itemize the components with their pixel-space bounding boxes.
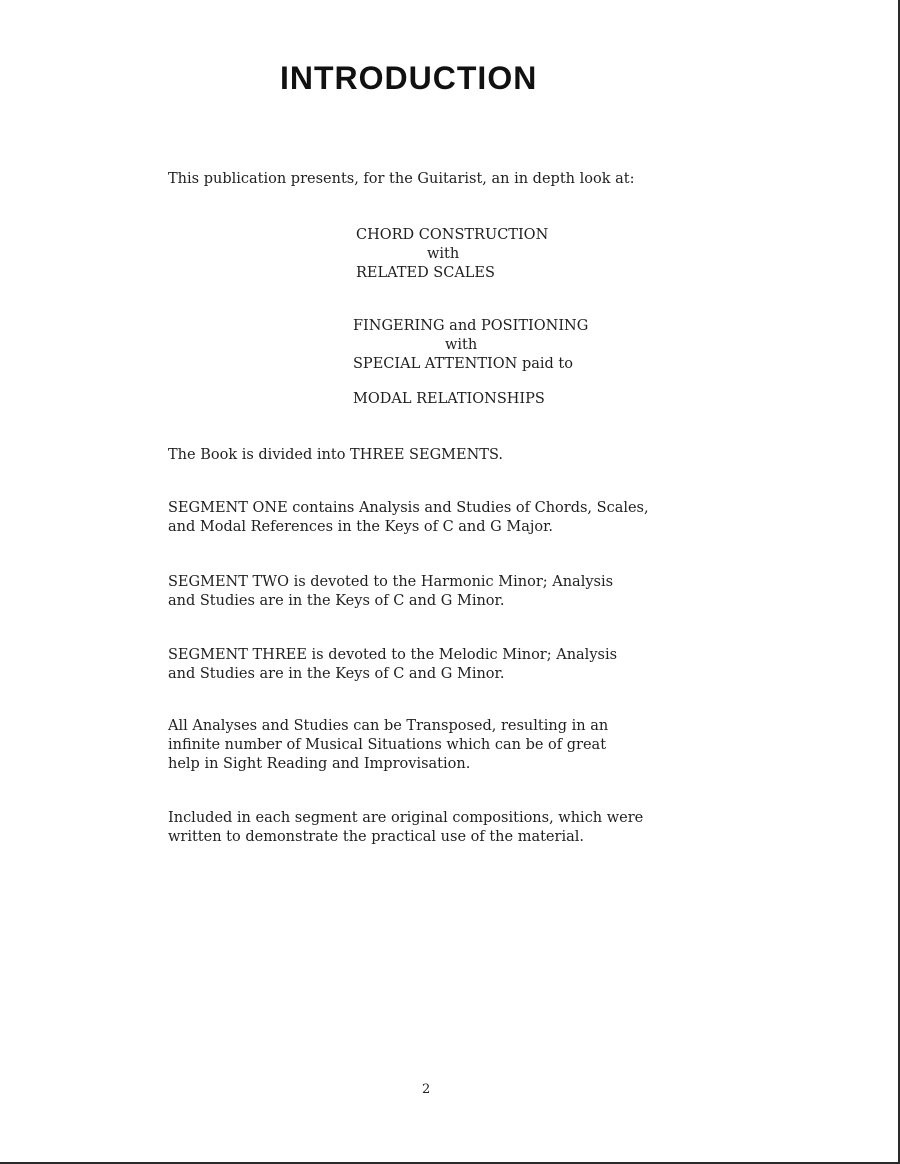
- topic-block-chord-construction: [356, 226, 548, 283]
- intro-sentence: This publication presents, for the Guitarist, an in depth look at:: [168, 171, 635, 187]
- paragraph-line: infinite number of Musical Situations which can be of great: [168, 737, 607, 753]
- paragraph-segment-three: [168, 646, 617, 684]
- paragraph-line: and Studies are in the Keys of C and G Minor.: [168, 666, 505, 682]
- paragraph-line: All Analyses and Studies can be Transposed, resulting in an: [168, 718, 609, 734]
- topic-block-fingering: [353, 317, 588, 374]
- paragraph-segment-two: [168, 573, 613, 611]
- topic-connector: with: [445, 337, 478, 353]
- paragraph-compositions: [168, 809, 643, 847]
- page-title: INTRODUCTION: [280, 60, 538, 96]
- paragraph-line: and Studies are in the Keys of C and G Minor.: [168, 593, 505, 609]
- paragraph-line: The Book is divided into THREE SEGMENTS.: [168, 447, 503, 463]
- topic-line: RELATED SCALES: [356, 265, 495, 281]
- topic-connector: with: [427, 246, 460, 262]
- paragraph-line: SEGMENT ONE contains Analysis and Studies of Chords, Scales,: [168, 500, 649, 516]
- paragraph-line: and Modal References in the Keys of C and G Major.: [168, 519, 554, 535]
- paragraph-line: Included in each segment are original compositions, which were: [168, 810, 644, 826]
- page-number: 2: [422, 1082, 431, 1097]
- paragraph-line: written to demonstrate the practical use of the material.: [168, 829, 584, 845]
- paragraph-segment-one: [168, 499, 649, 537]
- paragraph-line: SEGMENT TWO is devoted to the Harmonic Minor; Analysis: [168, 574, 614, 590]
- topic-line: FINGERING and POSITIONING: [353, 318, 589, 334]
- topic-line: CHORD CONSTRUCTION: [356, 227, 549, 243]
- paragraph-transposition: [168, 717, 608, 774]
- topic-line: SPECIAL ATTENTION paid to: [353, 356, 573, 372]
- paragraph-line: help in Sight Reading and Improvisation.: [168, 756, 471, 772]
- topic-modal-relationships: MODAL RELATIONSHIPS: [353, 391, 545, 407]
- paragraph-line: SEGMENT THREE is devoted to the Melodic Minor; Analysis: [168, 647, 618, 663]
- paragraph-segments-overview: [168, 446, 503, 465]
